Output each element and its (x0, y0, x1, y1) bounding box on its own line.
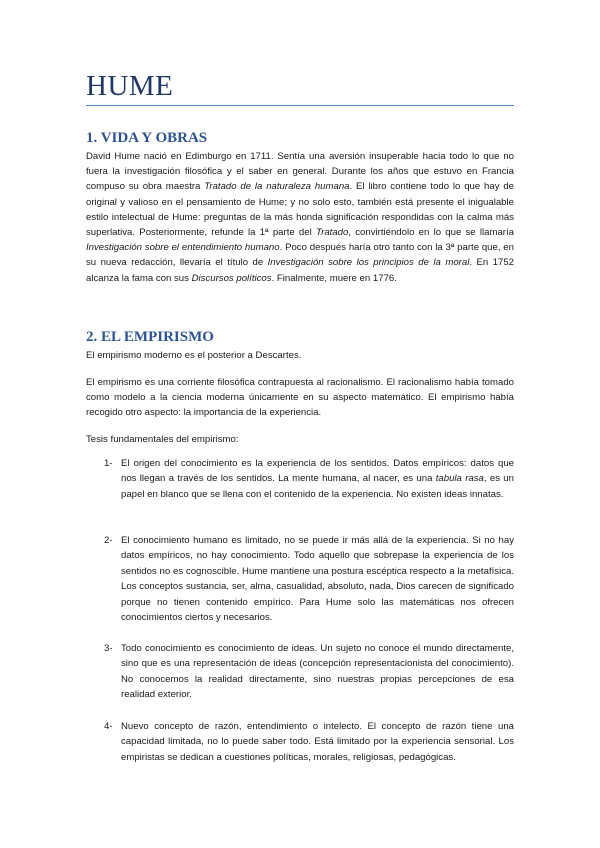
section-heading-empirismo: 2. EL EMPIRISMO (86, 329, 214, 345)
thesis-number: 4- (104, 721, 113, 732)
thesis-text: Nuevo concepto de razón, entendimiento o intelecto. El concepto de razón tiene una capacidad limitada, no lo puede saber todo. Está limitado por la experiencia sensorial. Los empiristas se dedican a cuestiones políticas, morales, religiosas, pedagógicas. (121, 721, 514, 763)
italic-title: Investigación sobre el entendimiento humano (86, 242, 280, 254)
thesis-number: 1- (104, 458, 113, 469)
theses-label: Tesis fundamentales del empirismo: (86, 434, 239, 445)
thesis-text: Todo conocimiento es conocimiento de ideas. Un sujeto no conoce el mundo directamente, sino que es una representación de ideas (concepción representacionista del conocimiento). No conocemos la realidad directamente, sino nuestras propias percepciones de esa realidad exterior. (121, 643, 514, 701)
thesis-text: El conocimiento humano es limitado, no se puede ir más allá de la experiencia. Si no hay datos empíricos, no hay conocimiento. Todo aquello que sobrepase la experiencia de los sentidos no es cognoscible. Hume mantiene una postura escéptica respecto a la metafísica. Los conceptos sustancia, ser, alma, casualidad, absoluto, nada, Dios carecen de significado porque no tienen contenido empírico. Para Hume solo las matemáticas nos ofrecen conocimientos ciertos y necesarios. (121, 535, 514, 624)
italic-title: tabula rasa (435, 473, 484, 485)
biography-paragraph: David Hume nació en Edimburgo en 1711. Sentía una aversión insuperable hacia todo lo que no fuera la investigación filosófica y el saber en general. Durante los años que estuvo en Francia compuso su obra maestra Tratado de la naturaleza humana. El libro contiene todo lo que hay de original y valioso en el pensamiento de Hume; y no solo esto, también está presente el inigualable estilo intelectual de Hume: preguntas de la más honda significación respondidas con la calma más superlativa. Posteriormente, refunde la 1ª parte del Tratado, convirtiéndolo en lo que se llamaría Investigación sobre el entendimiento humano. Poco después haría otro tanto con la 3ª parte que, en su nueva redacción, llevaría el título de Investigación sobre los principios de la moral. En 1752 alcanza la fama con sus Discursos políticos. Finalmente, muere en 1776. (86, 151, 515, 284)
italic-title: Tratado de la naturaleza humana (204, 181, 350, 193)
empiricism-intro: El empirismo moderno es el posterior a Descartes. (86, 350, 302, 361)
thesis-number: 2- (104, 535, 113, 546)
thesis-number: 3- (104, 643, 113, 654)
section-heading-vida-y-obras: 1. VIDA Y OBRAS (86, 130, 208, 146)
title-underline (86, 105, 514, 106)
italic-title: Discursos políticos (191, 272, 272, 284)
thesis-text: El origen del conocimiento es la experiencia de los sentidos. Datos empíricos: datos que nos llegan a través de los sentidos. La mente humana, al nacer, es una tabula rasa, es un papel en blanco que se llena con el contenido de la experiencia. No existen ideas innatas. (121, 458, 514, 500)
document-title: HUME (86, 70, 174, 102)
empiricism-paragraph: El empirismo es una corriente filosófica contrapuesta al racionalismo. El racionalismo había tomado como modelo a la ciencia moderna únicamente en su aspecto matemático. El empirismo había recogido otro aspecto: la importancia de la experiencia. (86, 377, 514, 419)
italic-title: Tratado (315, 227, 349, 239)
italic-title: Investigación sobre los principios de la moral (267, 257, 470, 269)
